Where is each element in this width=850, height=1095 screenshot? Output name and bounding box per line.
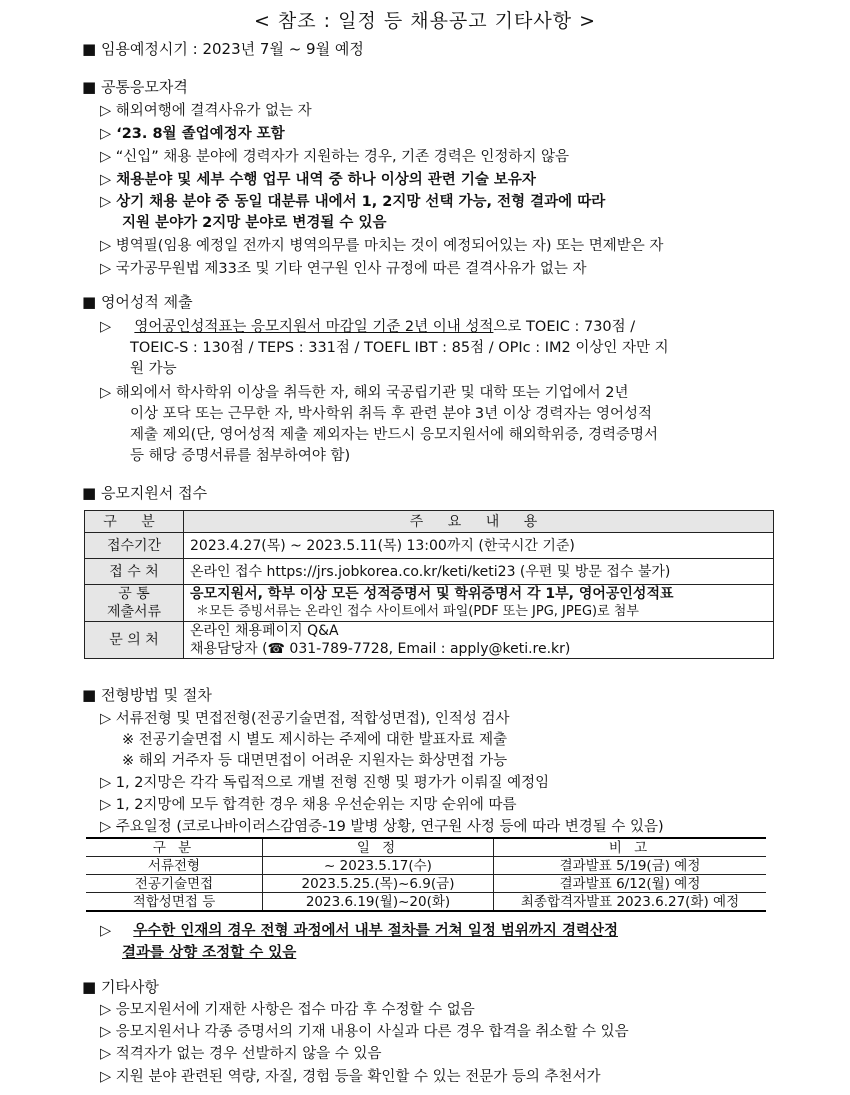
schedule-cell: 2023.5.25.(목)~6.9(금) — [263, 875, 494, 893]
common-item: ▷ 국가공무원법 제33조 및 기타 연구원 인사 규정에 따른 결격사유가 없는 자 — [100, 261, 587, 277]
table-header-row — [86, 838, 766, 857]
schedule-cell: 최종합격자발표 2023.6.27(화) 예정 — [494, 893, 767, 912]
table-header-category: 구 분 — [85, 511, 184, 533]
english-bullet-1-line3: 원 가능 — [130, 361, 177, 377]
schedule-cell: ~ 2023.5.17(수) — [263, 857, 494, 875]
bullet-mark: ▷ — [100, 319, 112, 335]
english-score-text: 으로 TOEIC : 730점 / — [493, 319, 636, 335]
table-header-row — [85, 511, 774, 533]
common-item: ▷ 채용분야 및 세부 수행 업무 내역 중 하나 이상의 관련 기술 보유자 — [100, 172, 536, 188]
table-row — [86, 875, 766, 893]
table-row — [85, 559, 774, 585]
schedule-cell: 결과발표 5/19(금) 예정 — [494, 857, 767, 875]
schedule-cell: 적합성면접 등 — [86, 893, 263, 912]
page-title: < 참조 : 일정 등 채용공고 기타사항 > — [253, 10, 597, 32]
schedule-cell: 서류전형 — [86, 857, 263, 875]
english-validity-emphasis: 영어공인성적표는 응모지원서 마감일 기준 2년 이내 성적 — [134, 319, 494, 335]
period-label: 접수기간 — [85, 533, 184, 559]
common-item: ▷ “신입” 채용 분야에 경력자가 지원하는 경우, 기존 경력은 인정하지 않음 — [100, 149, 570, 165]
english-bullet-1 — [100, 318, 635, 336]
schedule-cell: 전공기술면접 — [86, 875, 263, 893]
table-row — [85, 533, 774, 559]
common-item-continued: 지원 분야가 2지망 분야로 변경될 수 있음 — [122, 215, 387, 231]
selection-line: ▷ 1, 2지망은 각각 독립적으로 개별 전형 진행 및 평가가 이뤄질 예정임 — [100, 775, 550, 791]
schedule-header-category: 구 분 — [86, 838, 263, 857]
common-item: ▷ 해외여행에 결격사유가 없는 자 — [100, 103, 312, 119]
docs-value-line2: ＊모든 증빙서류는 온라인 접수 사이트에서 파일(PDF 또는 JPG, JPEG)로 첨부 — [196, 604, 639, 619]
english-bullet-2-line4: 등 해당 증명서류를 첨부하여야 함) — [130, 448, 351, 464]
other-item: ▷ 응모지원서나 각종 증명서의 기재 내용이 사실과 다른 경우 합격을 취소할 수 있음 — [100, 1024, 629, 1040]
contact-value-line2: 채용담당자 (☎ 031-789-7728, Email : apply@keti.re.kr) — [190, 641, 571, 657]
period-value: 2023.4.27(목) ~ 2023.5.11(목) 13:00까지 (한국시간 기준) — [184, 533, 774, 559]
exception-text: 우수한 인재의 경우 전형 과정에서 내부 절차를 거쳐 일정 범위까지 경력산정 — [133, 923, 618, 939]
english-bullet-1-line2: TOEIC-S : 130점 / TEPS : 331점 / TOEFL IBT : 85점 / OPIc : IM2 이상인 자만 지 — [130, 340, 669, 356]
selection-line: ▷ 서류전형 및 면접전형(전공기술면접, 적합성면접), 인적성 검사 — [100, 711, 510, 727]
contact-label: 문 의 처 — [85, 622, 184, 659]
docs-label-line1: 공 통 — [118, 586, 150, 602]
common-item: ▷ 상기 채용 분야 중 동일 대분류 내에서 1, 2지망 선택 가능, 전형 결과에 따라 — [100, 194, 606, 210]
application-heading: ■ 응모지원서 접수 — [82, 484, 208, 502]
schedule-cell: 2023.6.19(월)~20(화) — [263, 893, 494, 912]
schedule-table — [86, 837, 766, 912]
selection-line: ▷ 주요일정 (코로나바이러스감염증-19 발병 상황, 연구원 사정 등에 따라 변경될 수 있음) — [100, 819, 664, 835]
english-bullet-2-line2: 이상 포닥 또는 근무한 자, 박사학위 취득 후 관련 분야 3년 이상 경력자는 영어성적 — [130, 406, 652, 422]
table-row — [86, 857, 766, 875]
english-bullet-2-line1: ▷ 해외에서 학사학위 이상을 취득한 자, 해외 국공립기관 및 대학 또는 기업에서 2년 — [100, 385, 629, 401]
docs-label-line2: 제출서류 — [106, 604, 162, 620]
place-label: 접 수 처 — [85, 559, 184, 585]
docs-label — [85, 585, 184, 622]
contact-value — [184, 622, 774, 659]
schedule-header-date: 일 정 — [263, 838, 494, 857]
docs-value — [184, 585, 774, 622]
application-table — [84, 510, 774, 659]
selection-note: ※ 해외 거주자 등 대면면접이 어려운 지원자는 화상면접 가능 — [122, 753, 508, 769]
appointment-period: ■ 임용예정시기 : 2023년 7월 ~ 9월 예정 — [82, 40, 364, 58]
other-item: ▷ 적격자가 없는 경우 선발하지 않을 수 있음 — [100, 1046, 382, 1062]
other-heading: ■ 기타사항 — [82, 978, 159, 996]
other-item: ▷ 응모지원서에 기재한 사항은 접수 마감 후 수정할 수 없음 — [100, 1002, 475, 1018]
place-value: 온라인 접수 https://jrs.jobkorea.co.kr/keti/keti23 (우편 및 방문 접수 불가) — [184, 559, 774, 585]
common-qualification-heading: ■ 공통응모자격 — [82, 78, 188, 96]
docs-value-line1: 응모지원서, 학부 이상 모든 성적증명서 및 학위증명서 각 1부, 영어공인성적표 — [190, 586, 674, 602]
selection-note: ※ 전공기술면접 시 별도 제시하는 주제에 대한 발표자료 제출 — [122, 732, 508, 748]
english-bullet-2-line3: 제출 제외(단, 영어성적 제출 제외자는 반드시 응모지원서에 해외학위증, 경력증명서 — [130, 427, 658, 443]
bullet-mark: ▷ — [100, 923, 112, 939]
selection-line: ▷ 1, 2지망에 모두 합격한 경우 채용 우선순위는 지망 순위에 따름 — [100, 797, 517, 813]
table-row — [85, 622, 774, 659]
table-row — [86, 893, 766, 912]
table-row — [85, 585, 774, 622]
contact-value-line1: 온라인 채용페이지 Q&A — [190, 623, 339, 639]
selection-heading: ■ 전형방법 및 절차 — [82, 686, 212, 704]
schedule-cell: 결과발표 6/12(월) 예정 — [494, 875, 767, 893]
exception-line1 — [100, 922, 618, 940]
other-item: ▷ 지원 분야 관련된 역량, 자질, 경험 등을 확인할 수 있는 전문가 등의 추천서가 — [100, 1069, 601, 1085]
table-header-content: 주 요 내 용 — [184, 511, 774, 533]
common-item: ▷ 병역필(임용 예정일 전까지 병역의무를 마치는 것이 예정되어있는 자) 또는 면제받은 자 — [100, 238, 664, 254]
exception-line2: 결과를 상향 조정할 수 있음 — [122, 945, 297, 961]
english-score-heading: ■ 영어성적 제출 — [82, 293, 193, 311]
schedule-header-note: 비 고 — [494, 838, 767, 857]
common-item: ▷ ‘23. 8월 졸업예정자 포함 — [100, 126, 285, 142]
